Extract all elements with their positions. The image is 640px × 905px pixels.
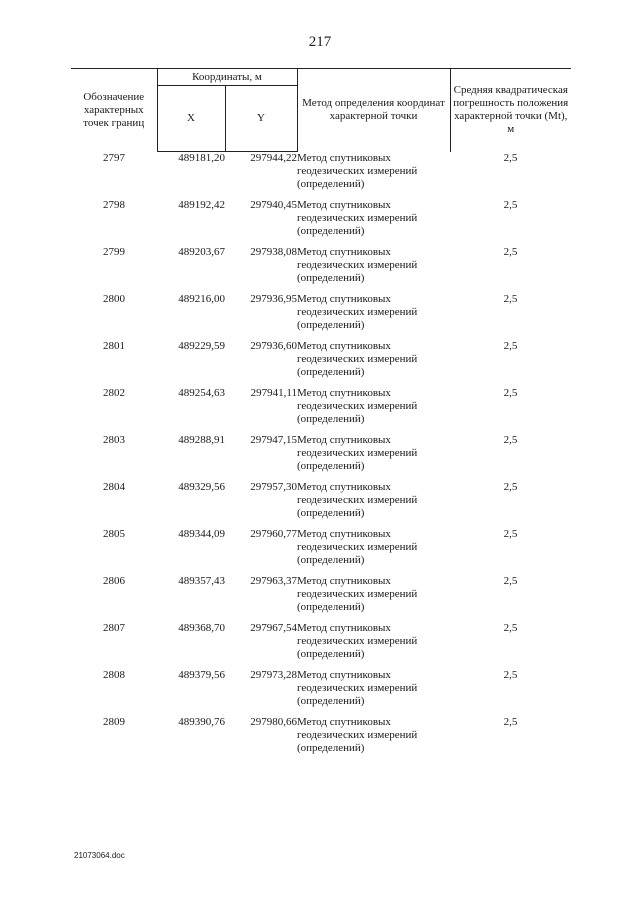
accuracy-cell: 2,5 xyxy=(503,387,518,399)
point-number-cell: 2805 xyxy=(103,528,125,540)
table-row xyxy=(71,340,571,387)
method-cell: Метод спутниковых геодезических измерений (определений) xyxy=(297,151,418,190)
coordinate-y-cell: 297936,95 xyxy=(250,293,297,305)
coordinate-x-cell: 489254,63 xyxy=(178,387,225,399)
table-row xyxy=(71,622,571,669)
accuracy-cell: 2,5 xyxy=(503,716,518,728)
method-cell: Метод спутниковых геодезических измерений (определений) xyxy=(297,293,418,331)
table-row xyxy=(71,199,571,246)
accuracy-cell: 2,5 xyxy=(503,575,518,587)
method-cell: Метод спутниковых геодезических измерений (определений) xyxy=(297,528,418,566)
header-method: Метод определения координат характерной точки xyxy=(297,69,450,152)
accuracy-cell: 2,5 xyxy=(503,246,518,258)
header-coordinates: Координаты, м xyxy=(157,69,297,86)
method-cell: Метод спутниковых геодезических измерений (определений) xyxy=(297,716,418,754)
method-cell: Метод спутниковых геодезических измерений (определений) xyxy=(297,199,418,237)
coordinate-y-cell: 297938,08 xyxy=(250,246,297,258)
table-body xyxy=(71,152,571,764)
point-number-cell: 2802 xyxy=(103,387,125,399)
point-number-cell: 2799 xyxy=(103,246,125,258)
accuracy-cell: 2,5 xyxy=(503,622,518,634)
accuracy-cell: 2,5 xyxy=(503,293,518,305)
coordinate-y-cell: 297963,37 xyxy=(250,575,297,587)
header-point-designation: Обозначение характерных точек границ xyxy=(71,69,157,152)
accuracy-cell: 2,5 xyxy=(503,340,518,352)
coordinates-table xyxy=(71,68,571,763)
accuracy-cell: 2,5 xyxy=(503,528,518,540)
document-filename: 21073064.doc xyxy=(74,851,125,860)
table-row xyxy=(71,669,571,716)
table-row xyxy=(71,387,571,434)
accuracy-cell: 2,5 xyxy=(503,434,518,446)
point-number-cell: 2804 xyxy=(103,481,125,493)
point-number-cell: 2803 xyxy=(103,434,125,446)
table-row xyxy=(71,152,571,200)
table-row xyxy=(71,575,571,622)
table-row xyxy=(71,716,571,763)
coordinate-x-cell: 489192,42 xyxy=(178,199,225,211)
point-number-cell: 2809 xyxy=(103,716,125,728)
coordinate-x-cell: 489379,56 xyxy=(178,669,225,681)
coordinate-x-cell: 489181,20 xyxy=(178,152,225,164)
coordinate-y-cell: 297944,22 xyxy=(250,152,297,164)
point-number-cell: 2798 xyxy=(103,199,125,211)
accuracy-cell: 2,5 xyxy=(503,669,518,681)
method-cell: Метод спутниковых геодезических измерений (определений) xyxy=(297,246,418,284)
coordinate-x-cell: 489368,70 xyxy=(178,622,225,634)
accuracy-cell: 2,5 xyxy=(503,481,518,493)
coordinate-y-cell: 297957,30 xyxy=(250,481,297,493)
coordinate-y-cell: 297941,11 xyxy=(250,387,297,399)
coordinate-y-cell: 297960,77 xyxy=(250,528,297,540)
page-number: 217 xyxy=(308,34,332,50)
coordinate-y-cell: 297940,45 xyxy=(250,199,297,211)
coordinate-y-cell: 297973,28 xyxy=(250,669,297,681)
point-number-cell: 2808 xyxy=(103,669,125,681)
coordinate-x-cell: 489288,91 xyxy=(178,434,225,446)
point-number-cell: 2801 xyxy=(103,340,125,352)
table-row xyxy=(71,434,571,481)
coordinate-y-cell: 297980,66 xyxy=(250,716,297,728)
method-cell: Метод спутниковых геодезических измерений (определений) xyxy=(297,340,418,378)
coordinate-y-cell: 297947,15 xyxy=(250,434,297,446)
header-x: X xyxy=(157,86,225,152)
coordinate-x-cell: 489216,00 xyxy=(178,293,225,305)
point-number-cell: 2806 xyxy=(103,575,125,587)
coordinate-x-cell: 489357,43 xyxy=(178,575,225,587)
table-row xyxy=(71,481,571,528)
table-row xyxy=(71,293,571,340)
table-row xyxy=(71,246,571,293)
coordinate-y-cell: 297936,60 xyxy=(250,340,297,352)
method-cell: Метод спутниковых геодезических измерений (определений) xyxy=(297,622,418,660)
point-number-cell: 2807 xyxy=(103,622,125,634)
method-cell: Метод спутниковых геодезических измерений (определений) xyxy=(297,575,418,613)
coordinate-x-cell: 489390,76 xyxy=(178,716,225,728)
header-accuracy: Средняя квадратическая погрешность положения характерной точки (Mt), м xyxy=(450,69,571,152)
method-cell: Метод спутниковых геодезических измерений (определений) xyxy=(297,434,418,472)
coordinate-x-cell: 489203,67 xyxy=(178,246,225,258)
method-cell: Метод спутниковых геодезических измерений (определений) xyxy=(297,669,418,707)
accuracy-cell: 2,5 xyxy=(503,151,518,164)
coordinate-x-cell: 489329,56 xyxy=(178,481,225,493)
table-row xyxy=(71,528,571,575)
accuracy-cell: 2,5 xyxy=(503,199,518,211)
header-y: Y xyxy=(225,86,297,152)
coordinate-x-cell: 489344,09 xyxy=(178,528,225,540)
coordinate-y-cell: 297967,54 xyxy=(250,622,297,634)
method-cell: Метод спутниковых геодезических измерений (определений) xyxy=(297,481,418,519)
coordinate-x-cell: 489229,59 xyxy=(178,340,225,352)
point-number-cell: 2800 xyxy=(103,293,125,305)
method-cell: Метод спутниковых геодезических измерений (определений) xyxy=(297,387,418,425)
point-number-cell: 2797 xyxy=(103,151,125,164)
